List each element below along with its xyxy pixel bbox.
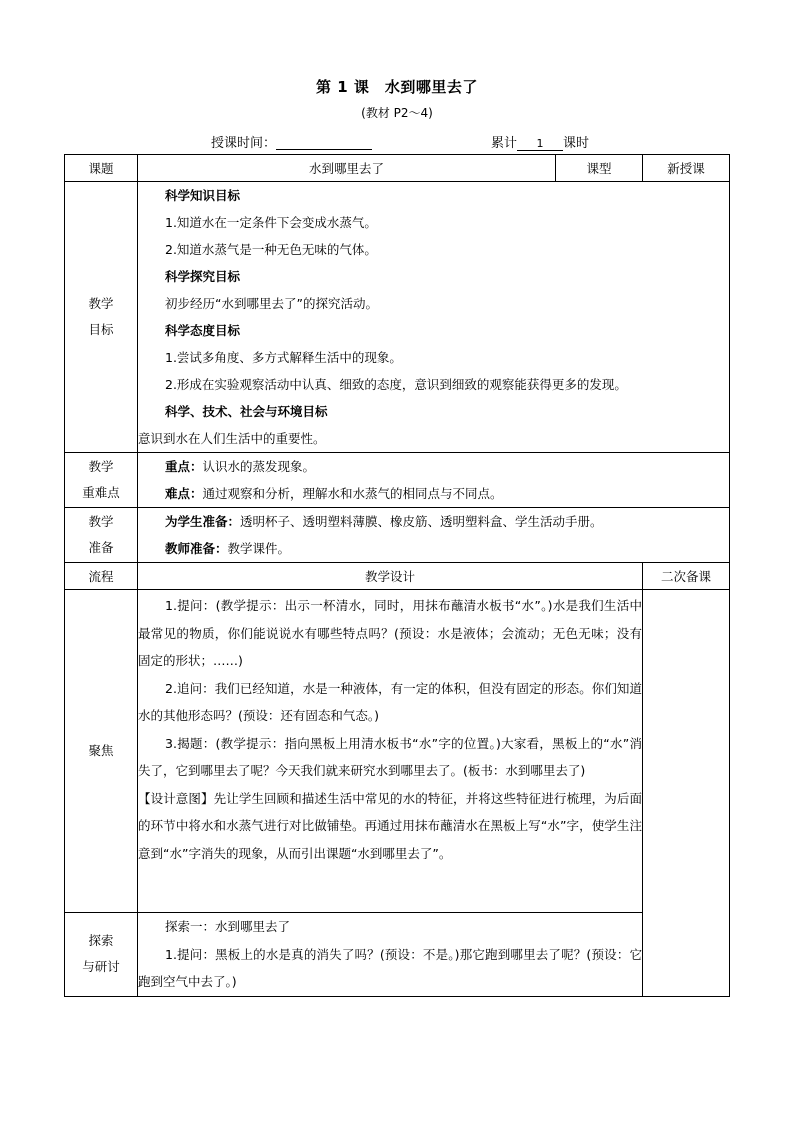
goals-label-line1: 教学 xyxy=(88,296,114,311)
key-point xyxy=(138,453,729,480)
second-preparation-cell xyxy=(643,590,730,997)
attitude-title: 科学态度目标 xyxy=(165,323,241,338)
stse-1: 意识到水在人们生活中的重要性。 xyxy=(138,431,326,446)
teacher-preparation xyxy=(138,535,729,562)
topic-label: 课题 xyxy=(65,155,138,182)
goals-content xyxy=(138,182,730,453)
preparation-label-line2: 准备 xyxy=(88,540,114,555)
attitude-1: 1.尝试多角度、多方式解释生活中的现象。 xyxy=(165,350,402,365)
student-preparation-text: 透明杯子、透明塑料薄膜、橡皮筋、透明塑料盒、学生活动手册。 xyxy=(240,514,603,529)
difficult-point xyxy=(138,480,729,507)
goals-label xyxy=(65,182,138,453)
flow-header-row xyxy=(65,563,730,590)
focus-paragraph-2: 2.追问：我们已经知道，水是一种液体，有一定的体积，但没有固定的形态。你们知道水的其他形态吗？(预设：还有固态和气态。) xyxy=(138,680,642,723)
teaching-time xyxy=(211,132,372,151)
design-intent: 【设计意图】先让学生回顾和描述生活中常见的水的特征，并将这些特征进行梳理，为后面的环节中将水和水蒸气进行对比做铺垫。再通过用抹布蘸清水在黑板上写“水”字，使学生注意到“水”字消失的现象，从而引出课题“水到哪里去了”。 xyxy=(138,790,642,861)
keypoints-label-line1: 教学 xyxy=(88,459,114,474)
difficult-point-label: 难点： xyxy=(165,486,203,501)
key-point-label: 重点： xyxy=(165,459,203,474)
preparation-label xyxy=(65,508,138,563)
lesson-type-label: 课型 xyxy=(556,155,643,182)
cumulative-hours xyxy=(491,132,589,151)
goals-label-line2: 目标 xyxy=(88,322,114,337)
explore-paragraph-1: 1.提问：黑板上的水是真的消失了吗？(预设：不是。)那它跑到哪里去了呢？(预设：它跑到空气中去了。) xyxy=(138,946,642,989)
preparation-label-line1: 教学 xyxy=(88,514,114,529)
goals-row xyxy=(65,182,730,453)
focus-label: 聚焦 xyxy=(65,590,138,913)
explore-content xyxy=(138,913,643,997)
keypoints-content xyxy=(138,453,730,508)
sci-knowledge-title: 科学知识目标 xyxy=(165,188,241,203)
student-preparation-label: 为学生准备： xyxy=(165,514,241,529)
student-preparation xyxy=(138,508,729,535)
flow-second-header: 二次备课 xyxy=(643,563,730,590)
lesson-type-value: 新授课 xyxy=(643,155,730,182)
explore-row xyxy=(65,913,730,997)
focus-paragraph-3: 3.揭题：(教学提示：指向黑板上用清水板书“水”字的位置。)大家看，黑板上的“水”消失了，它到哪里去了呢？今天我们就来研究水到哪里去了。(板书：水到哪里去了) xyxy=(138,735,642,778)
topic-row xyxy=(65,155,730,182)
teaching-time-label: 授课时间： xyxy=(211,136,277,151)
lesson-title: 第 1 课 水到哪里去了 xyxy=(316,78,478,96)
inquiry-1: 初步经历“水到哪里去了”的探究活动。 xyxy=(165,296,378,311)
preparation-content xyxy=(138,508,730,563)
attitude-2: 2.形成在实验观察活动中认真、细致的态度，意识到细致的观察能获得更多的发现。 xyxy=(165,377,627,392)
flow-design-header: 教学设计 xyxy=(138,563,643,590)
cumulative-prefix: 累计 xyxy=(491,136,518,151)
teacher-preparation-text: 教学课件。 xyxy=(227,541,291,556)
stse-title: 科学、技术、社会与环境目标 xyxy=(165,404,328,419)
key-point-text: 认识水的蒸发现象。 xyxy=(202,459,316,474)
inquiry-title: 科学探究目标 xyxy=(165,269,241,284)
flow-process-header: 流程 xyxy=(65,563,138,590)
cumulative-suffix: 课时 xyxy=(563,136,590,151)
explore-title: 探索一：水到哪里去了 xyxy=(165,919,291,934)
textbook-pages: (教材 P2～4) xyxy=(361,106,433,120)
explore-label xyxy=(65,913,138,997)
focus-paragraph-1: 1.提问：(教学提示：出示一杯清水，同时，用抹布蘸清水板书“水”。)水是我们生活中最常见的物质，你们能说说水有哪些特点吗？(预设：水是液体；会流动；无色无味；没有固定的形状；……) xyxy=(138,598,642,668)
difficult-point-text: 通过观察和分析，理解水和水蒸气的相同点与不同点。 xyxy=(202,486,503,501)
teaching-time-blank xyxy=(276,135,372,150)
sci-knowledge-2: 2.知道水蒸气是一种无色无味的气体。 xyxy=(165,242,377,257)
focus-row xyxy=(65,590,730,913)
preparation-row xyxy=(65,508,730,563)
keypoints-row xyxy=(65,453,730,508)
focus-content xyxy=(138,590,643,913)
topic-value: 水到哪里去了 xyxy=(138,155,556,182)
cumulative-value: 1 xyxy=(517,137,563,151)
explore-label-line1: 探索 xyxy=(88,933,114,949)
lesson-plan-table xyxy=(64,154,730,997)
sci-knowledge-1: 1.知道水在一定条件下会变成水蒸气。 xyxy=(165,215,377,230)
explore-label-line2: 与研讨 xyxy=(82,959,120,975)
keypoints-label-line2: 重难点 xyxy=(82,485,120,500)
keypoints-label xyxy=(65,453,138,508)
teacher-preparation-label: 教师准备： xyxy=(165,541,228,556)
